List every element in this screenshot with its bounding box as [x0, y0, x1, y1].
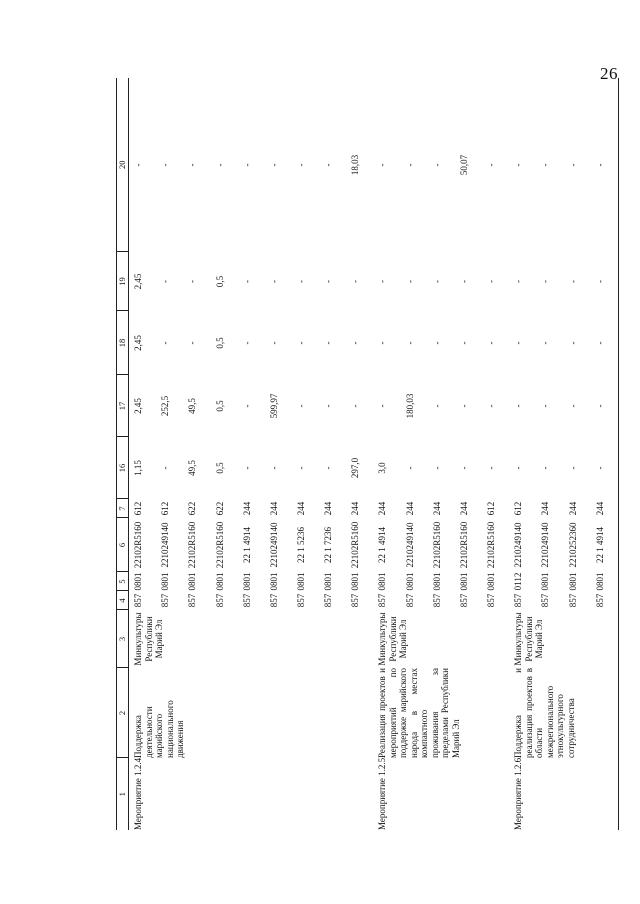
expense-type-code: 622 [214, 501, 225, 516]
target-article-code: 2210249140 [160, 522, 171, 568]
table-row [509, 78, 536, 830]
value-col-16: - [431, 466, 442, 470]
value-col-16: - [594, 466, 605, 470]
value-col-16: 0,5 [214, 462, 225, 474]
expense-type-code: 244 [296, 501, 306, 516]
value-col-16: - [323, 466, 334, 470]
column-number-header: 16 [117, 437, 129, 499]
executor: Минкультуры Республики Марий Эл [377, 612, 409, 666]
value-col-20: 50,07 [458, 154, 469, 176]
value-col-17: - [486, 404, 497, 408]
target-article-code: 2210249140 [268, 522, 279, 568]
value-col-16: - [296, 466, 306, 470]
grbs-code: 857 [567, 593, 578, 608]
section-code: 0801 [431, 572, 442, 591]
expense-type-code: 622 [187, 501, 198, 516]
value-col-18: - [296, 341, 306, 345]
executor: Минкультуры Республики Марий Эл [133, 612, 164, 666]
section-code: 0801 [594, 572, 605, 591]
value-col-19: - [404, 280, 415, 283]
value-col-17: - [377, 404, 388, 408]
value-col-17: - [323, 404, 334, 408]
column-number-header: 7 [117, 499, 129, 518]
value-col-19: - [160, 280, 171, 283]
section-code: 0112 [513, 572, 524, 591]
grbs-code: 857 [431, 593, 442, 608]
executor: Минкультуры Республики Марий Эл [513, 612, 545, 666]
value-col-19: - [540, 280, 551, 283]
value-col-18: - [458, 341, 469, 345]
grbs-code: 857 [458, 593, 469, 608]
value-col-17: - [513, 404, 524, 408]
value-col-18: 2,45 [133, 335, 143, 351]
value-col-20: - [594, 163, 605, 167]
value-col-16: 1,15 [133, 460, 143, 476]
target-article-code: 2210249140 [404, 522, 415, 568]
value-col-18: - [404, 341, 415, 345]
value-col-16: - [486, 466, 497, 470]
target-article-code: 22102R5160 [214, 521, 225, 569]
value-col-17: 180,03 [404, 393, 415, 419]
section-code: 0801 [404, 572, 415, 591]
value-col-19: - [268, 280, 279, 283]
budget-table-rotated [116, 78, 619, 830]
grbs-code: 857 [296, 593, 306, 608]
value-col-16: - [268, 466, 279, 470]
value-col-18: - [323, 341, 334, 345]
expense-type-code: 612 [133, 501, 143, 516]
value-col-18: - [431, 341, 442, 345]
value-col-17: - [350, 404, 361, 408]
value-col-19: - [323, 280, 334, 283]
expense-type-code: 244 [323, 501, 334, 516]
grbs-code: 857 [377, 593, 388, 608]
value-col-18: - [350, 341, 361, 345]
value-col-18: - [513, 341, 524, 345]
value-col-16: 3,0 [377, 462, 388, 474]
value-col-20: - [486, 163, 497, 167]
section-code: 0801 [296, 572, 306, 591]
value-col-20: - [160, 163, 171, 167]
expense-type-code: 612 [513, 501, 524, 516]
section-code: 0801 [214, 572, 225, 591]
grbs-code: 857 [513, 593, 524, 608]
grbs-code: 857 [540, 593, 551, 608]
value-col-19: - [350, 280, 361, 283]
section-code: 0801 [241, 572, 252, 591]
value-col-17: 599,97 [268, 393, 279, 419]
grbs-code: 857 [268, 593, 279, 608]
value-col-19: - [241, 280, 252, 283]
section-code: 0801 [350, 572, 361, 591]
page-number: 26 [600, 64, 618, 83]
value-col-20: - [404, 163, 415, 167]
value-col-18: 0,5 [214, 337, 225, 349]
section-code: 0801 [458, 572, 469, 591]
value-col-16: - [540, 466, 551, 470]
value-col-17: - [458, 404, 469, 408]
value-col-20: - [268, 163, 279, 167]
expense-type-code: 244 [404, 501, 415, 516]
table-row [238, 78, 265, 830]
budget-table [116, 78, 619, 830]
measure-name: Реализация проектов и мероприятий по поддержке марийского народа в местах компактного проживания за пределами Республики Марий Эл [377, 668, 461, 758]
target-article-code: 22 1 4914 [377, 527, 388, 563]
column-number-header: 19 [117, 252, 129, 311]
value-col-16: - [241, 466, 252, 470]
target-article-code: 22102R5160 [133, 521, 143, 569]
target-article-code: 22102R5160 [458, 521, 469, 569]
value-col-16: - [404, 466, 415, 470]
target-article-code: 2210249140 [513, 522, 524, 568]
executor [238, 610, 374, 668]
value-col-19: - [458, 280, 469, 283]
grbs-code: 857 [350, 593, 361, 608]
column-number-header: 18 [117, 311, 129, 375]
expense-type-code: 244 [241, 501, 252, 516]
value-col-20: - [133, 163, 143, 167]
value-col-16: 297,0 [350, 457, 361, 479]
value-col-17: 252,5 [160, 395, 171, 417]
grbs-code: 857 [133, 593, 143, 608]
grbs-code: 857 [404, 593, 415, 608]
target-article-code: 22102R5160 [187, 521, 198, 569]
section-code: 0801 [323, 572, 334, 591]
target-article-code: 22102R5160 [431, 521, 442, 569]
column-number-header: 6 [117, 518, 129, 572]
value-col-19: - [594, 280, 605, 283]
value-col-20: 18,03 [350, 154, 361, 176]
table-row [373, 78, 400, 830]
grbs-code: 857 [214, 593, 225, 608]
value-col-16: - [458, 466, 469, 470]
value-col-16: 49,5 [187, 460, 198, 476]
column-number-header: 1 [117, 758, 129, 830]
section-code: 0801 [567, 572, 578, 591]
target-article-code: 2210252360 [567, 522, 578, 568]
table-body [129, 78, 619, 830]
expense-type-code: 244 [431, 501, 442, 516]
value-col-17: 49,5 [187, 398, 198, 414]
column-number-header: 4 [117, 591, 129, 610]
value-col-18: - [567, 341, 578, 345]
target-article-code: 2210249140 [540, 522, 551, 568]
column-number-header: 5 [117, 572, 129, 591]
expense-type-code: 244 [540, 501, 551, 516]
value-col-19: 0,5 [214, 275, 225, 288]
grbs-code: 857 [323, 593, 334, 608]
target-article-code: 22 1 5236 [296, 527, 306, 563]
expense-type-code: 244 [594, 501, 605, 516]
section-code: 0801 [133, 572, 143, 591]
target-article-code: 22 1 4914 [241, 527, 252, 563]
value-col-17: - [296, 404, 306, 408]
target-article-code: 22102R5160 [486, 521, 497, 569]
target-article-code: 22 1 7236 [323, 527, 334, 563]
measure-label: Мероприятие 1.2.6. [513, 755, 524, 830]
column-number-header: 20 [117, 78, 129, 252]
table-row [129, 78, 157, 830]
measure-name: Поддержка и реализация проектов в области межрегионального этнокультурного сотрудничества [513, 668, 576, 758]
measure-label [238, 758, 374, 830]
value-col-18: - [268, 341, 279, 345]
value-col-20: - [323, 163, 334, 167]
expense-type-code: 244 [268, 501, 279, 516]
expense-type-code: 244 [458, 501, 469, 516]
value-col-18: - [160, 341, 171, 345]
target-article-code: 22102R5160 [350, 521, 361, 569]
value-col-16: - [513, 466, 524, 470]
expense-type-code: 244 [377, 501, 388, 516]
column-number-header: 17 [117, 375, 129, 437]
value-col-16: - [567, 466, 578, 470]
value-col-17: - [594, 404, 605, 408]
expense-type-code: 244 [350, 501, 361, 516]
value-col-20: - [241, 163, 252, 167]
value-col-18: - [187, 341, 198, 345]
section-code: 0801 [486, 572, 497, 591]
value-col-20: - [540, 163, 551, 167]
column-number-header: 2 [117, 668, 129, 758]
value-col-19: - [567, 280, 578, 283]
grbs-code: 857 [486, 593, 497, 608]
value-col-19: - [187, 280, 198, 283]
value-col-19: 2,45 [133, 273, 143, 290]
measure-label: Мероприятие 1.2.4. [133, 755, 143, 830]
value-col-19: - [431, 280, 442, 283]
value-col-18: - [377, 341, 388, 345]
value-col-20: - [296, 163, 306, 167]
section-code: 0801 [540, 572, 551, 591]
column-number-header: 3 [117, 610, 129, 668]
value-col-17: - [431, 404, 442, 408]
value-col-18: - [594, 341, 605, 345]
grbs-code: 857 [241, 593, 252, 608]
value-col-20: - [513, 163, 524, 167]
section-code: 0801 [160, 572, 171, 591]
value-col-20: - [377, 163, 388, 167]
measure-label: Мероприятие 1.2.5. [377, 755, 388, 830]
value-col-20: - [187, 163, 198, 167]
section-code: 0801 [377, 572, 388, 591]
value-col-18: - [540, 341, 551, 345]
value-col-16: - [160, 466, 171, 470]
expense-type-code: 612 [486, 501, 497, 516]
grbs-code: 857 [160, 593, 171, 608]
value-col-17: - [241, 404, 252, 408]
column-number-row [117, 78, 129, 830]
value-col-17: 0,5 [214, 400, 225, 412]
value-col-19: - [296, 280, 306, 283]
value-col-20: - [567, 163, 578, 167]
section-code: 0801 [187, 572, 198, 591]
value-col-17: - [540, 404, 551, 408]
section-code: 0801 [268, 572, 279, 591]
measure-name: Поддержка деятельности марийского национального движения [133, 700, 185, 758]
value-col-19: - [486, 280, 497, 283]
value-col-17: 2,45 [133, 398, 143, 414]
value-col-20: - [214, 163, 225, 167]
target-article-code: 22 1 4914 [594, 527, 605, 563]
grbs-code: 857 [594, 593, 605, 608]
value-col-17: - [567, 404, 578, 408]
value-col-19: - [377, 280, 388, 283]
grbs-code: 857 [187, 593, 198, 608]
value-col-18: - [486, 341, 497, 345]
measure-name [238, 668, 374, 758]
value-col-18: - [241, 341, 252, 345]
expense-type-code: 612 [160, 501, 171, 516]
expense-type-code: 244 [567, 501, 578, 516]
value-col-19: - [513, 280, 524, 283]
value-col-20: - [431, 163, 442, 167]
